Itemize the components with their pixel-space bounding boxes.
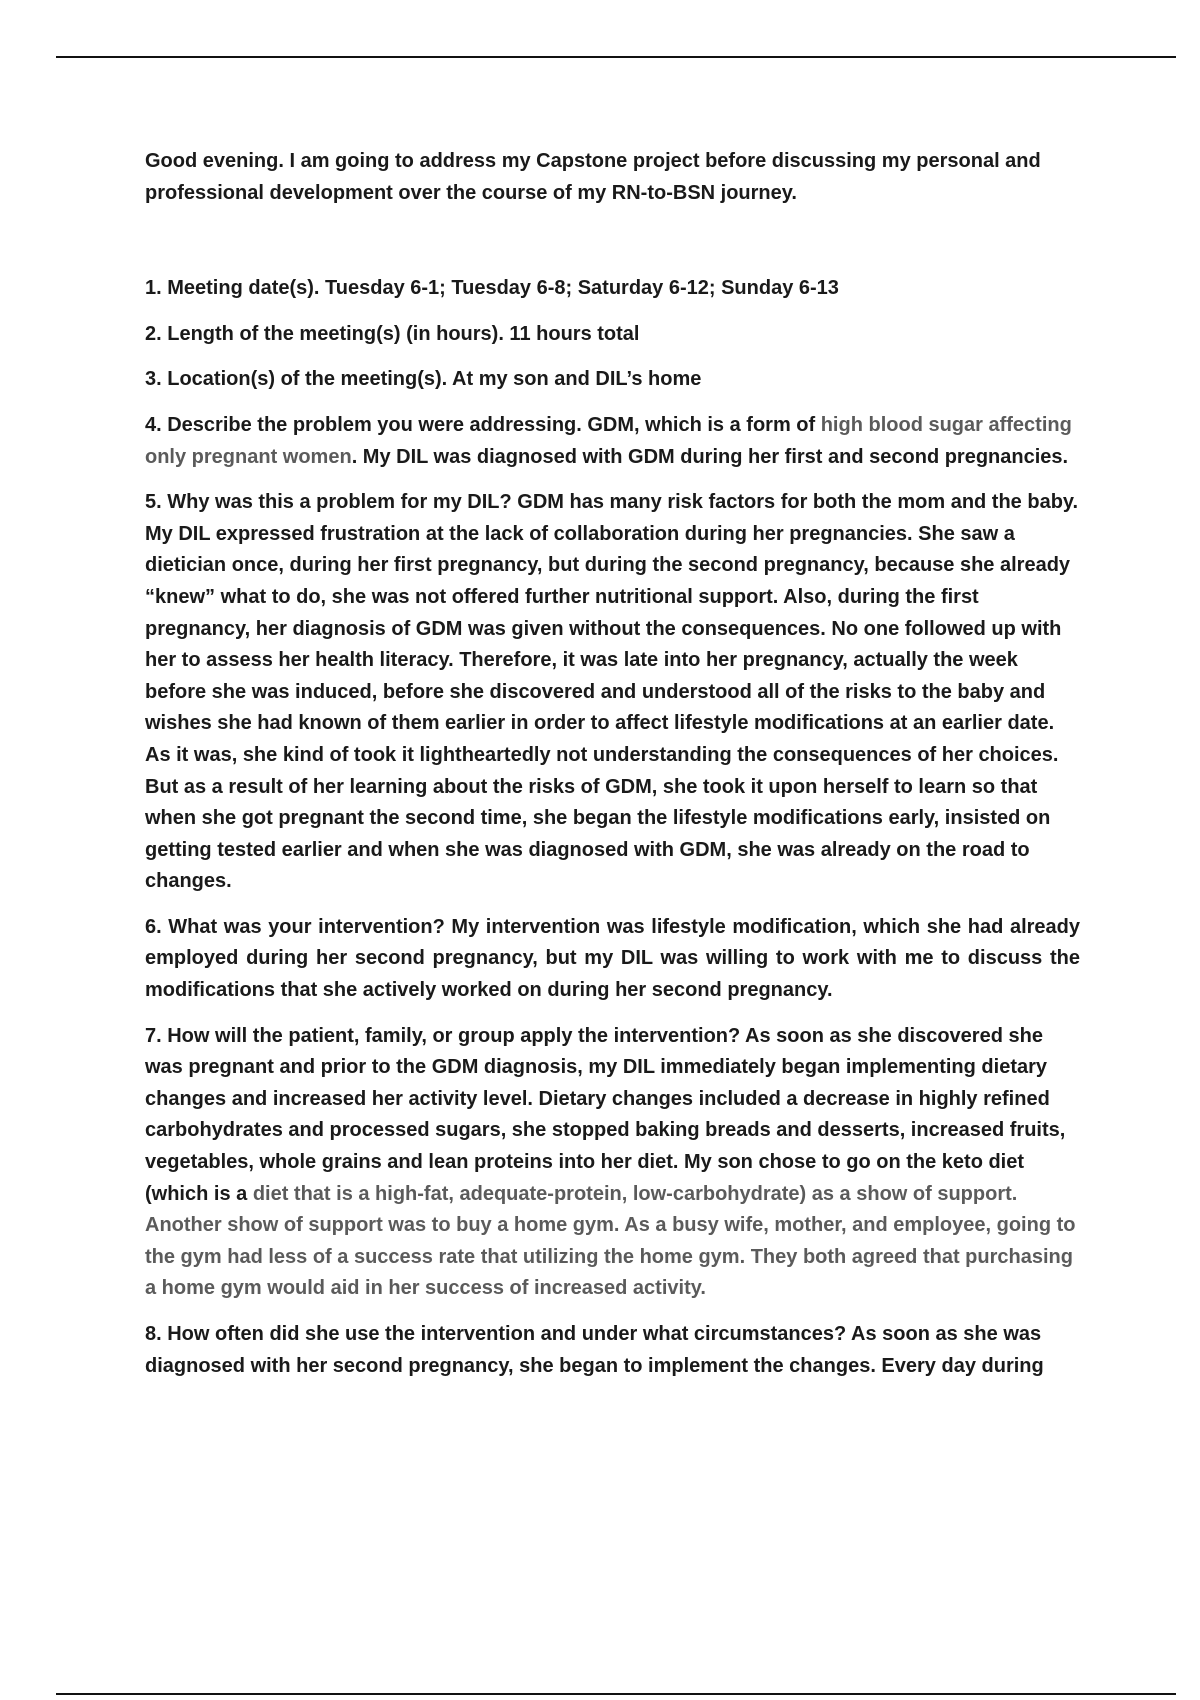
header-rule: [56, 56, 1176, 58]
item-frequency: 8. How often did she use the intervention and under what circumstances? As soon as she was diagnosed with her second pregnancy, she began to implement the changes. Every day during: [145, 1323, 1044, 1377]
item-problem-definition: high blood sugar affecting only pregnant women: [145, 413, 1072, 468]
item-why-problem: 5. Why was this a problem for my DIL? GDM has many risk factors for both the mom and the baby. My DIL expressed frustration at the lack of collaboration during her pregnancies. She saw a dietician once, during her first pregnancy, but during the second pregnancy, because she already “knew” what to do, she was not offered further nutritional support. Also, during the first pregnancy, her diagnosis of GDM was given without the consequences. No one followed up with her to assess her health literacy. Therefore, it was late into her pregnancy, actually the week before she was induced, before she discovered and understood all of the risks to the baby and wishes she had known of them earlier in order to affect lifestyle modifications at an earlier date. As it was, she kind of took it lightheartedly not understanding the consequences of her choices. But as a result of her learning about the risks of GDM, she took it upon herself to learn so that when she got pregnant the second time, she began the lifestyle modifications early, insisted on getting tested earlier and when she was diagnosed with GDM, she was already on the road to changes.: [145, 491, 1079, 893]
item-meeting-dates: 1. Meeting date(s). Tuesday 6-1; Tuesday 6-8; Saturday 6-12; Sunday 6-13: [145, 277, 839, 300]
item-problem: [145, 410, 1080, 473]
intro-paragraph: Good evening. I am going to address my Capstone project before discussing my personal and professional development over the course of my RN-to-BSN journey.: [145, 150, 1041, 204]
footer-rule: [56, 1693, 1176, 1695]
item-apply-text: 7. How will the patient, family, or group apply the intervention? As soon as she discovered she was pregnant and prior to the GDM diagnosis, my DIL immediately began implementing dietary changes and increased her activity level. Dietary changes included a decrease in highly refined carbohydrates and processed sugars, she stopped baking breads and desserts, increased fruits, vegetables, whole grains and lean proteins into her diet. My son chose to go on the keto diet (which is a: [145, 1024, 1066, 1205]
item-meeting-location: 3. Location(s) of the meeting(s). At my son and DIL’s home: [145, 368, 702, 391]
item-problem-text-b: . My DIL was diagnosed with GDM during her first and second pregnancies.: [351, 445, 1069, 468]
item-meeting-length: 2. Length of the meeting(s) (in hours). 11 hours total: [145, 322, 640, 345]
item-intervention: 6. What was your intervention? My intervention was lifestyle modification, which she had already employed during her second pregnancy, but my DIL was willing to work with me to discuss the modifications that she actively worked on during her second pregnancy.: [145, 915, 1080, 1002]
document-body: [145, 146, 1080, 1396]
item-apply-keto-support: diet that is a high-fat, adequate-protein, low-carbohydrate) as a show of support. Another show of support was to buy a home gym. As a busy wife, mother, and employee, going to the gym had less of a success rate that utilizing the home gym. They both agreed that purchasing a home gym would aid in her success of increased activity.: [145, 1182, 1076, 1300]
item-problem-text-a: 4. Describe the problem you were addressing. GDM, which is a form of: [145, 413, 821, 436]
item-apply-intervention: [145, 1021, 1080, 1305]
